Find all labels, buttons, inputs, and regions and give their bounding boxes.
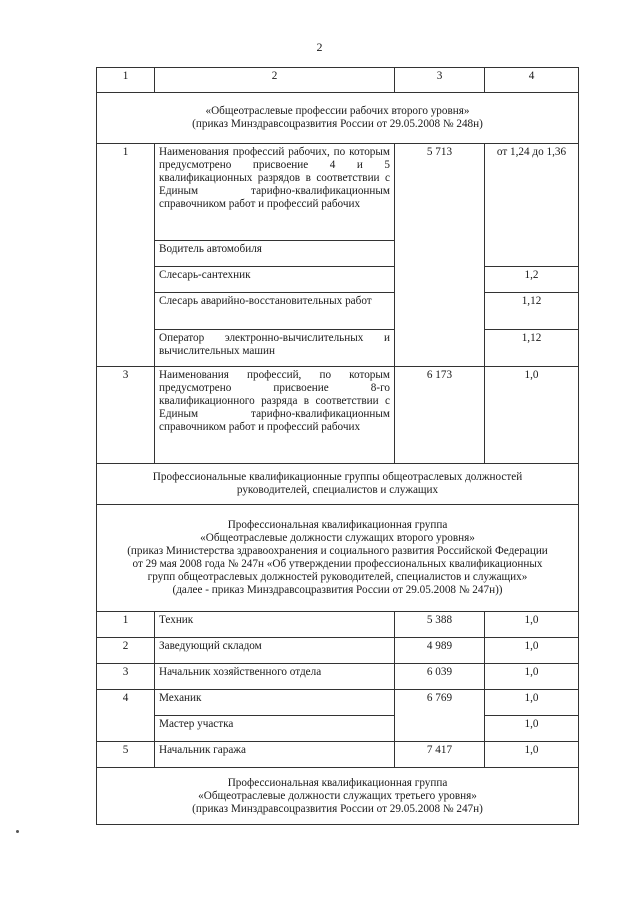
table-row <box>97 612 579 638</box>
section-employees-level2 <box>97 505 579 612</box>
section-workers-level2 <box>97 93 579 144</box>
table-row <box>97 367 579 464</box>
position-name: Начальник хозяйственного отдела <box>155 664 395 690</box>
row-number: 1 <box>97 612 155 638</box>
table-row <box>97 330 579 367</box>
coefficient-value: 1,0 <box>485 612 579 638</box>
coefficient-value: 1,0 <box>485 690 579 716</box>
scan-speck <box>16 830 19 833</box>
row-number: 2 <box>97 638 155 664</box>
coefficient-value: 1,12 <box>485 330 579 367</box>
section-order: (далее - приказ Минздравсоцразвития России от 29.05.2008 № 247н)) <box>172 584 503 596</box>
section-subtitle: «Общеотраслевые должности служащих третьего уровня» <box>198 789 477 802</box>
table-row <box>97 638 579 664</box>
table-row <box>97 664 579 690</box>
section-order: от 29 мая 2008 года № 247н «Об утверждении профессиональных квалификационных <box>132 558 543 570</box>
position-name: Мастер участка <box>155 716 395 742</box>
section-title: Профессиональные квалификационные группы общеотраслевых должностей <box>152 471 523 483</box>
coefficient-value: 1,12 <box>485 293 579 330</box>
header-col-2: 2 <box>155 68 395 93</box>
row-number: 3 <box>97 367 155 464</box>
coefficient-value: 1,0 <box>485 716 579 742</box>
table-row <box>97 690 579 716</box>
coefficient-value: 1,2 <box>485 267 579 293</box>
section-title: Профессиональная квалификационная группа <box>227 519 448 531</box>
profession-name: Слесарь-сантехник <box>155 267 395 293</box>
salary-value: 6 769 <box>395 690 485 742</box>
position-name: Механик <box>155 690 395 716</box>
profession-name: Слесарь аварийно-восстановительных работ <box>155 293 395 330</box>
table-row <box>97 293 579 330</box>
salary-value: 5 713 <box>395 144 485 367</box>
profession-description: Наименования профессий рабочих, по которым предусмотрено присвоение 4 и 5 квалификационных разрядов в соответствии с Единым тарифно-квалификационным справочником работ и профессий рабочих <box>155 144 395 241</box>
salary-value: 5 388 <box>395 612 485 638</box>
position-name: Заведующий складом <box>155 638 395 664</box>
coefficient-value: от 1,24 до 1,36 <box>485 144 579 267</box>
salary-value: 6 173 <box>395 367 485 464</box>
section-title: «Общеотраслевые профессии рабочих второго уровня» <box>205 105 470 117</box>
page-number: 2 <box>316 40 323 54</box>
section-order: (приказ Минздравсоцразвития России от 29.05.2008 № 248н) <box>192 118 483 130</box>
profession-name: Оператор электронно-вычислительных и вычислительных машин <box>155 330 395 367</box>
table-row <box>97 144 579 241</box>
header-row <box>97 68 579 93</box>
section-subtitle: «Общеотраслевые должности служащих второго уровня» <box>200 532 475 544</box>
header-col-1: 1 <box>97 68 155 93</box>
header-col-4: 4 <box>485 68 579 93</box>
section-order: (приказ Министерства здравоохранения и социального развития Российской Федерации <box>127 545 548 557</box>
coefficient-value: 1,0 <box>485 638 579 664</box>
salary-value: 6 039 <box>395 664 485 690</box>
section-subtitle: руководителей, специалистов и служащих <box>236 484 439 496</box>
salary-value: 7 417 <box>395 742 485 768</box>
section-order: групп общеотраслевых должностей руководителей, специалистов и служащих» <box>147 571 528 583</box>
section-management-groups <box>97 464 579 505</box>
row-number: 1 <box>97 144 155 367</box>
section-title: Профессиональная квалификационная группа <box>227 776 448 789</box>
salary-table <box>96 67 579 825</box>
row-number: 3 <box>97 664 155 690</box>
section-employees-level3 <box>97 768 579 825</box>
header-col-3: 3 <box>395 68 485 93</box>
table-row <box>97 716 579 742</box>
position-name: Начальник гаража <box>155 742 395 768</box>
salary-value: 4 989 <box>395 638 485 664</box>
coefficient-value: 1,0 <box>485 664 579 690</box>
row-number: 4 <box>97 690 155 742</box>
coefficient-value: 1,0 <box>485 367 579 464</box>
row-number: 5 <box>97 742 155 768</box>
coefficient-value: 1,0 <box>485 742 579 768</box>
profession-name: Водитель автомобиля <box>155 241 395 267</box>
table-row <box>97 267 579 293</box>
section-order: (приказ Минздравсоцразвития России от 29.05.2008 № 247н) <box>192 802 483 815</box>
table-row <box>97 742 579 768</box>
profession-description: Наименования профессий, по которым предусмотрено присвоение 8-го квалификационного разряда в соответствии с Единым тарифно-квалификационным справочником работ и профессий рабочих <box>155 367 395 464</box>
position-name: Техник <box>155 612 395 638</box>
